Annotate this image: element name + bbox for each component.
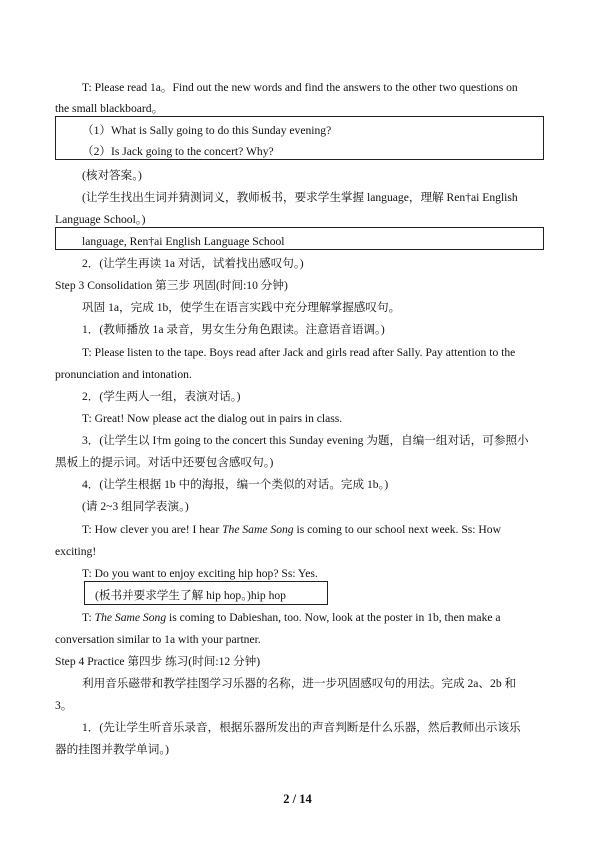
text-line: T: Great! Now please act the dialog out in pairs in class. xyxy=(82,412,343,425)
text-line: 利用音乐磁带和教学挂图学习乐器的名称，进一步巩固感叹句的用法。完成 2a、2b 和 xyxy=(82,677,517,690)
text-span: is coming to Dabieshan, too. Now, look at the poster in 1b, then make a xyxy=(166,611,501,624)
text-line-rich xyxy=(82,523,501,537)
text-line: 4．(让学生根据 1b 中的海报，编一个类似的对话。完成 1b。) xyxy=(82,478,389,491)
question-1: （1）What is Sally going to do this Sunday evening? xyxy=(82,124,332,137)
text-line: the small blackboard。 xyxy=(55,102,164,115)
text-line: 2．(学生两人一组，表演对话。) xyxy=(82,390,241,403)
section-heading: Step 3 Consolidation 第三步 巩固(时间:10 分钟) xyxy=(55,279,288,292)
text-line: T: Please read 1a。Find out the new words and find the answers to the other two questions on xyxy=(82,81,518,94)
title-italic: The Same Song xyxy=(94,611,167,624)
text-line: conversation similar to 1a with your partner. xyxy=(55,633,261,646)
text-line: T: Please listen to the tape. Boys read after Jack and girls read after Sally. Pay attention to the xyxy=(82,346,516,359)
text-line: 1．(先让学生听音乐录音，根据乐器所发出的声音判断是什么乐器，然后教师出示该乐 xyxy=(82,721,521,734)
text-line: 3。 xyxy=(55,699,73,712)
text-line: 1．(教师播放 1a 录音，男女生分角色跟读。注意语音语调。) xyxy=(82,323,385,336)
text-line: 黑板上的提示词。对话中还要包含感叹句。) xyxy=(55,456,274,469)
text-line: 2．(让学生再读 1a 对话，试着找出感叹句。) xyxy=(82,257,304,270)
text-line: (请 2~3 组同学表演。) xyxy=(82,500,189,513)
text-line: 器的挂图并教学单词。) xyxy=(55,743,169,756)
text-line: T: Do you want to enjoy exciting hip hop? Ss: Yes. xyxy=(82,567,318,580)
text-line: 巩固 1a，完成 1b，使学生在语言实践中充分理解掌握感叹句。 xyxy=(82,301,401,314)
text-span: T: How clever you are! I hear xyxy=(82,523,223,536)
text-line: exciting! xyxy=(55,545,97,558)
text-span: is coming to our school next week. Ss: How xyxy=(293,523,501,536)
text-span: T: xyxy=(82,611,95,624)
section-heading: Step 4 Practice 第四步 练习(时间:12 分钟) xyxy=(55,655,261,668)
text-line: (核对答案。) xyxy=(82,169,142,182)
text-line-rich xyxy=(82,611,501,625)
text-line: Language School。) xyxy=(55,213,146,226)
text-line: (让学生找出生词并猜测词义，教师板书，要求学生掌握 language，理解 Ren†ai English xyxy=(82,191,518,204)
text-line: 3．(让学生以 I†m going to the concert this Sunday evening 为题，自编一组对话，可参照小 xyxy=(82,434,529,447)
text-line: pronunciation and intonation. xyxy=(55,368,192,381)
question-2: （2）Is Jack going to the concert? Why? xyxy=(82,145,274,158)
page-number: 2 / 14 xyxy=(283,792,312,806)
title-italic: The Same Song xyxy=(222,523,294,536)
hiphop-line: (板书并要求学生了解 hip hop。)hip hop xyxy=(95,589,286,602)
vocabulary-line: language, Ren†ai English Language School xyxy=(82,235,285,248)
